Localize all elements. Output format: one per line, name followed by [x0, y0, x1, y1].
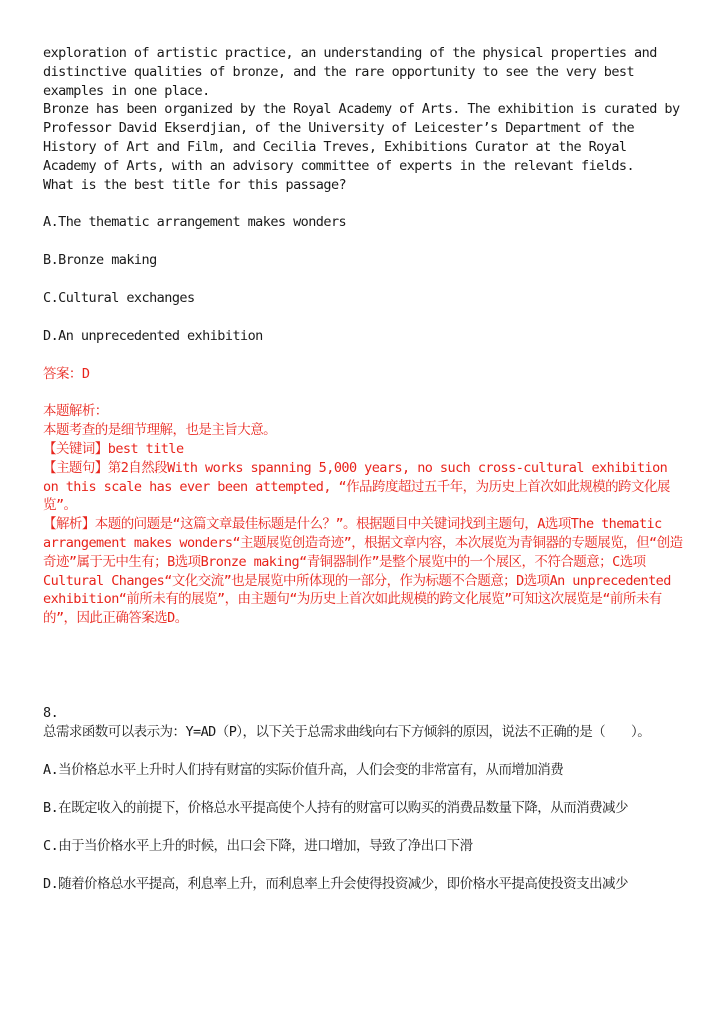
- question-number: 8.: [43, 705, 59, 721]
- analysis-topic-sentence: 【主题句】第2自然段With works spanning 5,000 years, no such cross-cultural exhibition on this scale has ever been attempted, “作品跨度超过五千年，为历史上首次如此规模的跨文化展览”。: [43, 459, 670, 514]
- analysis-intro: 本题考查的是细节理解，也是主旨大意。: [43, 422, 277, 439]
- passage-paragraph-end: exploration of artistic practice, an understanding of the physical properties and distinctive qualities of bronze, and the rare opportunity to see the very best examples in one place.: [43, 45, 657, 99]
- option-c: C.Cultural exchanges: [43, 289, 195, 306]
- q8-option-a: A.当价格总水平上升时人们持有财富的实际价值升高，人们会变的非常富有，从而增加消费: [43, 762, 564, 778]
- passage-paragraph-credits: Bronze has been organized by the Royal Academy of Arts. The exhibition is curated by Professor David Ekserdjian, of the University of Leicester’s Department of the History of Art and Film, and Cecilia Treves, Exhibitions Curator at the Royal Academy of Arts, with an advisory committee of experts in the relevant fields.: [43, 101, 680, 174]
- question-text: What is the best title for this passage?: [43, 176, 347, 193]
- q8-option-c: C.由于当价格水平上升的时候，出口会下降，进口增加，导致了净出口下滑: [43, 838, 473, 854]
- q8-option-b: B.在既定收入的前提下，价格总水平提高使个人持有的财富可以购买的消费品数量下降，从而消费减少: [43, 800, 628, 816]
- option-b: B.Bronze making: [43, 252, 157, 269]
- answer-line: 答案：D: [43, 365, 90, 382]
- question-7-block: [43, 44, 683, 628]
- analysis-heading: 本题解析：: [43, 403, 108, 420]
- analysis-explanation: 【解析】本题的问题是“这篇文章最佳标题是什么？”。根据题目中关键词找到主题句，A选项The thematic arrangement makes wonders“主题展览创造奇迹”，根据文章内容，本次展览为青铜器的专题展览，但“创造奇迹”属于无中生有；B选项Bronze making“青铜器制作”是整个展览中的一个展区，不符合题意；C选项Cultural Changes“文化交流”也是展览中所体现的一部分，作为标题不合题意；D选项An unprecedented exhibition“前所未有的展览”，由主题句“为历史上首次如此规模的跨文化展览”可知这次展览是“前所未有的”，因此正确答案选D。: [43, 516, 683, 627]
- option-d: D.An unprecedented exhibition: [43, 327, 263, 344]
- analysis-keyword: 【关键词】best title: [43, 440, 184, 457]
- question-stem: 总需求函数可以表示为：Y=AD（P），以下关于总需求曲线向右下方倾斜的原因，说法不正确的是（ ）。: [43, 724, 651, 740]
- option-a: A.The thematic arrangement makes wonders: [43, 214, 347, 231]
- q8-option-d: D.随着价格总水平提高，利息率上升，而利息率上升会使得投资减少，即价格水平提高使投资支出减少: [43, 876, 628, 892]
- question-8-block: [43, 704, 683, 894]
